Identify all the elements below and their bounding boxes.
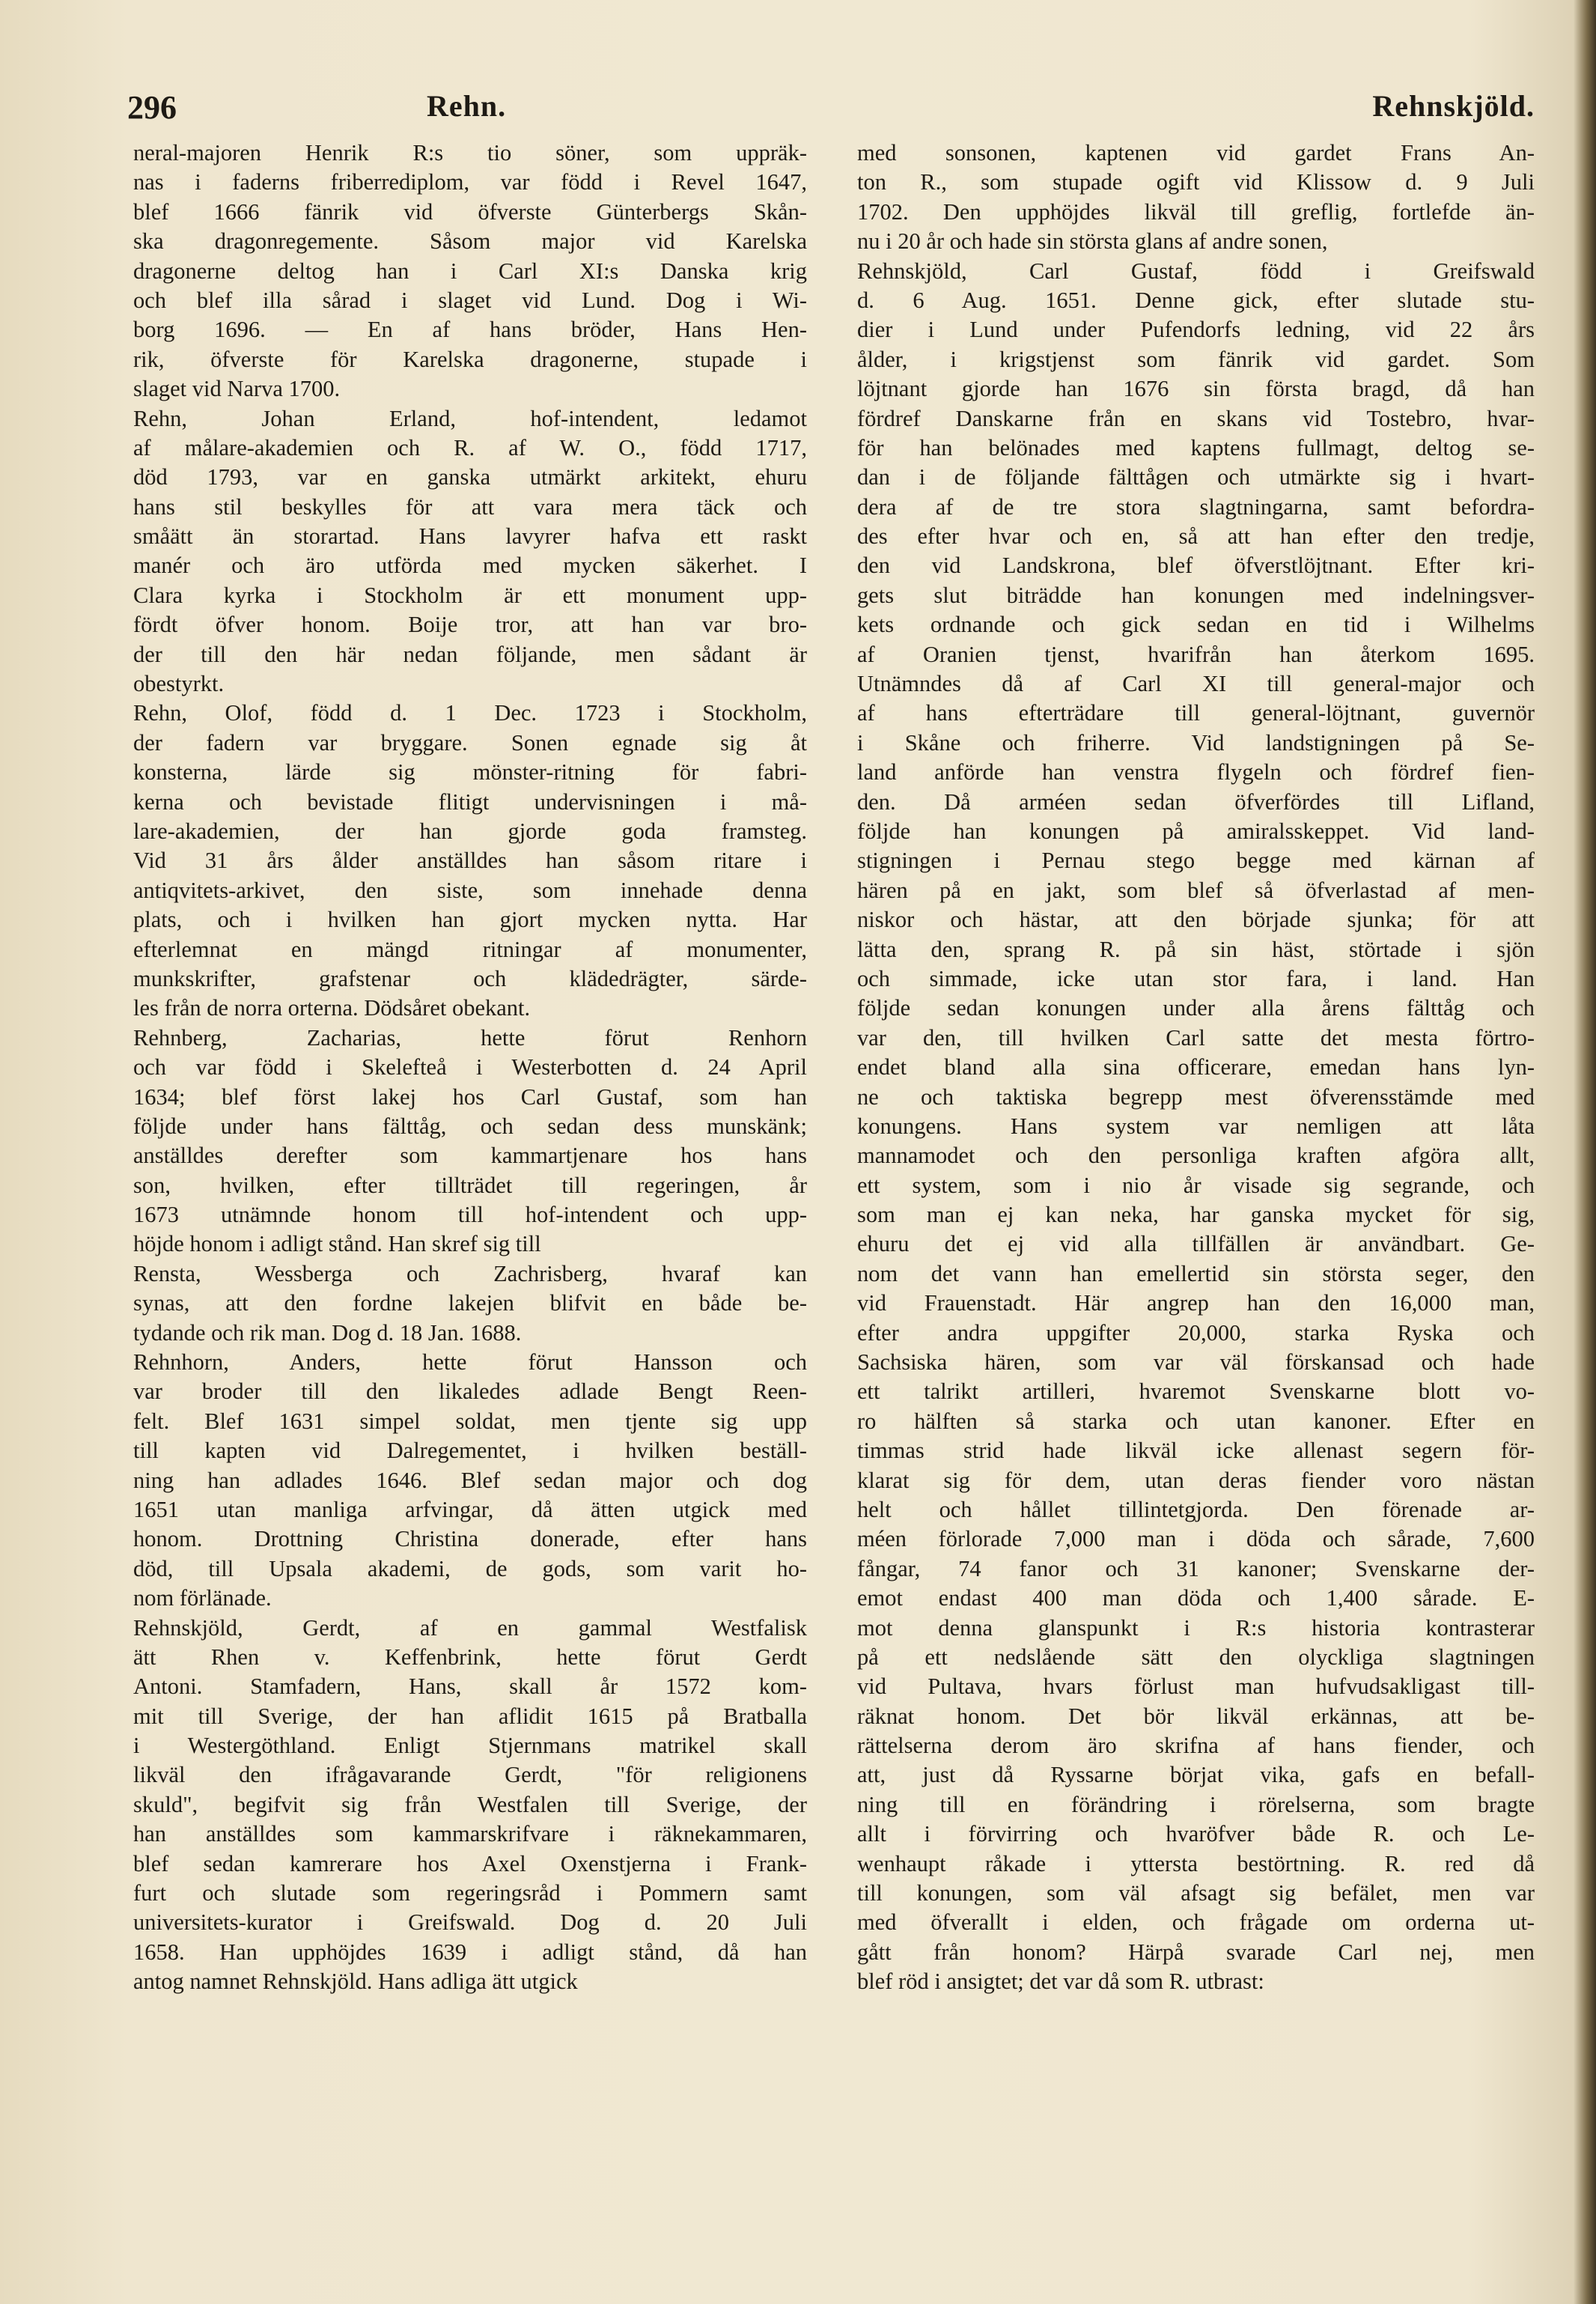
text-line: den vid Landskrona, blef öfverstlöjtnant. Efter kri-	[857, 553, 1535, 579]
text-line: ett talrikt artilleri, hvaremot Svenskarne blott vo-	[857, 1379, 1535, 1405]
text-line: furt och slutade som regeringsråd i Pommern samt	[133, 1880, 807, 1906]
text-line: rättelserna derom äro skrifna af hans fiender, och	[857, 1733, 1535, 1759]
text-line: honom. Drottning Christina donerade, efter hans	[133, 1526, 807, 1552]
text-line: rik, öfverste för Karelska dragonerne, stupade i	[133, 346, 807, 372]
text-line: som man ej kan neka, har ganska mycket för sig,	[857, 1202, 1535, 1228]
text-line: skuld", begifvit sig från Westfalen till Sverige, der	[133, 1791, 807, 1817]
text-line: son, hvilken, efter tillträdet till regeringen, år	[133, 1172, 807, 1198]
text-line: gets slut biträdde han konungen med indelningsver-	[857, 582, 1535, 608]
text-line: niskor och hästar, att den började sjunka; för att	[857, 907, 1535, 933]
text-line: konsterna, lärde sig mönster-ritning för fabri-	[133, 759, 807, 785]
text-line: mit till Sverige, der han aflidit 1615 på Bratballa	[133, 1703, 807, 1729]
text-line: helt och hållet tillintetgjorda. Den förenade ar-	[857, 1496, 1535, 1522]
text-line: han anställdes som kammarskrifvare i räknekammaren,	[133, 1821, 807, 1847]
text-line: d. 6 Aug. 1651. Denne gick, efter slutade stu-	[857, 287, 1535, 313]
text-line: mot denna glanspunkt i R:s historia kontrasterar	[857, 1614, 1535, 1641]
right-text-column	[857, 139, 1535, 1997]
text-line: och var född i Skelefteå i Westerbotten d. 24 April	[133, 1054, 807, 1080]
text-line: Rensta, Wessberga och Zachrisberg, hvaraf kan	[133, 1260, 807, 1286]
text-line: lätta den, sprang R. på sin häst, störtade i sjön	[857, 936, 1535, 962]
text-line: anställdes derefter som kammartjenare hos hans	[133, 1143, 807, 1169]
text-line: hans stil beskylles för att vara mera täck och	[133, 493, 807, 520]
text-line: af Oranien tjenst, hvarifrån han återkom 1695.	[857, 641, 1535, 667]
text-line: ne och taktiska begrepp mest öfverensstämde med	[857, 1083, 1535, 1110]
text-line: likväl den ifrågavarande Gerdt, "för religionens	[133, 1762, 807, 1788]
text-line: räknat honom. Det bör likväl erkännas, att be-	[857, 1703, 1535, 1729]
text-line: ett system, som i nio år visade sig segrande, och	[857, 1172, 1535, 1198]
text-line: på ett nedslående sätt den olyckliga slagtningen	[857, 1644, 1535, 1670]
text-line: Rehnskjöld, Carl Gustaf, född i Greifswald	[857, 258, 1535, 284]
text-line: emot endast 400 man döda och 1,400 sårade. E-	[857, 1585, 1535, 1611]
text-line: Rehnberg, Zacharias, hette förut Renhorn	[133, 1024, 807, 1051]
text-line: ning till en förändring i rörelserna, som bragte	[857, 1791, 1535, 1817]
text-line: Rehnskjöld, Gerdt, af en gammal Westfalisk	[133, 1614, 807, 1641]
left-text-column	[133, 139, 807, 1997]
text-line: till kapten vid Dalregementet, i hvilken beställ-	[133, 1438, 807, 1464]
text-line: i Skåne och friherre. Vid landstigningen på Se-	[857, 729, 1535, 756]
text-line: var broder till den likaledes adlade Bengt Reen-	[133, 1379, 807, 1405]
page-edge-shadow	[1574, 0, 1596, 2304]
text-line: manér och äro utförda med mycken säkerhet. I	[133, 553, 807, 579]
text-line: dragonerne deltog han i Carl XI:s Danska krig	[133, 258, 807, 284]
text-line: munkskrifter, grafstenar och klädedrägter, särde-	[133, 965, 807, 991]
text-line: vid Frauenstadt. Här angrep han den 16,000 man,	[857, 1290, 1535, 1316]
text-line: efter andra uppgifter 20,000, starka Ryska och	[857, 1319, 1535, 1346]
text-line: nom det vann han emellertid sin största seger, den	[857, 1260, 1535, 1286]
text-line: plats, och i hvilken han gjort mycken nytta. Har	[133, 907, 807, 933]
text-line: neral-majoren Henrik R:s tio söner, som uppräk-	[133, 140, 807, 165]
text-line: ning han adlades 1646. Blef sedan major och dog	[133, 1467, 807, 1493]
text-line: des efter hvar och en, så att han efter den tredje,	[857, 523, 1535, 550]
text-line: synas, att den fordne lakejen blifvit en både be-	[133, 1290, 807, 1316]
text-line: les från de norra orterna. Dödsåret obekant.	[133, 995, 531, 1021]
text-line: gått från honom? Härpå svarade Carl nej, men	[857, 1939, 1535, 1965]
text-line: universitets-kurator i Greifswald. Dog d. 20 Juli	[133, 1909, 807, 1936]
text-line: följde sedan konungen under alla årens fälttåg och	[857, 995, 1535, 1021]
text-line: ton R., som stupade ogift vid Klissow d. 9 Juli	[857, 169, 1535, 195]
text-line: ålder, i krigstjenst som fänrik vid gardet. Som	[857, 346, 1535, 372]
text-line: död, till Upsala akademi, de gods, som varit ho-	[133, 1555, 807, 1581]
text-line: nas i faderns friberrediplom, var född i Revel 1647,	[133, 169, 807, 195]
text-line: borg 1696. — En af hans bröder, Hans Hen-	[133, 317, 807, 343]
text-line: småätt än storartad. Hans lavyrer hafva ett raskt	[133, 523, 807, 550]
text-line: land anförde han venstra flygeln och fördref fien-	[857, 759, 1535, 785]
text-line: för han belönades med kaptens fullmagt, deltog se-	[857, 434, 1535, 461]
text-line: 1634; blef först lakej hos Carl Gustaf, som han	[133, 1083, 807, 1110]
text-line: obestyrkt.	[133, 671, 225, 697]
text-line: Clara kyrka i Stockholm är ett monument upp-	[133, 582, 807, 608]
text-line: löjtnant gjorde han 1676 sin första bragd, då han	[857, 376, 1535, 402]
text-line: der fadern var bryggare. Sonen egnade sig åt	[133, 729, 807, 756]
text-line: antog namnet Rehnskjöld. Hans adliga ätt utgick	[133, 1969, 578, 1995]
text-line: 1651 utan manliga arfvingar, då ätten utgick med	[133, 1496, 807, 1522]
text-line: tydande och rik man. Dog d. 18 Jan. 1688.	[133, 1319, 522, 1346]
text-line: af målare-akademien och R. af W. O., född 1717,	[133, 434, 807, 461]
text-line: nu i 20 år och hade sin största glans af andre sonen,	[857, 228, 1328, 255]
text-line: blef röd i ansigtet; det var då som R. utbrast:	[857, 1969, 1264, 1995]
text-line: och blef illa sårad i slaget vid Lund. Dog i Wi-	[133, 287, 807, 313]
text-line: 1702. Den upphöjdes likväl till greflig, fortlefde än-	[857, 198, 1535, 225]
text-line: fördref Danskarne från en skans vid Tostebro, hvar-	[857, 405, 1535, 431]
page-number: 296	[127, 89, 177, 126]
text-line: i Westergöthland. Enligt Stjernmans matrikel skall	[133, 1733, 807, 1759]
text-line: Antoni. Stamfadern, Hans, skall år 1572 kom-	[133, 1674, 807, 1700]
text-line: wenhaupt råkade i yttersta bestörtning. R. red då	[857, 1850, 1535, 1876]
text-line: allt i förvirring och hvaröfver både R. och Le-	[857, 1821, 1535, 1847]
text-line: dera af de tre stora slagtningarna, samt befordra-	[857, 493, 1535, 520]
text-line: nom förlänade.	[133, 1585, 272, 1611]
text-line: klarat sig för dem, utan deras fiender voro nästan	[857, 1467, 1535, 1493]
text-line: Utnämndes då af Carl XI till general-major och	[857, 671, 1535, 697]
text-line: Rehnhorn, Anders, hette förut Hansson och	[133, 1349, 807, 1376]
text-line: höjde honom i adligt stånd. Han skref sig till	[133, 1231, 541, 1257]
text-line: stigningen i Pernau stego begge med kärnan af	[857, 848, 1535, 874]
text-line: ro hälften så starka och utan kanoner. Efter en	[857, 1408, 1535, 1434]
text-line: af hans efterträdare till general-löjtnant, guvernör	[857, 700, 1535, 726]
text-line: dan i de följande fälttågen och utmärkte sig i hvart-	[857, 464, 1535, 490]
text-line: att, just då Ryssarne börjat vika, gafs en befall-	[857, 1762, 1535, 1788]
text-line: var den, till hvilken Carl satte det mesta förtro-	[857, 1024, 1535, 1051]
text-line: slaget vid Narva 1700.	[133, 376, 341, 402]
text-line: Vid 31 års ålder anställdes han såsom ritare i	[133, 848, 807, 874]
right-running-head: Rehnskjöld.	[1372, 89, 1535, 123]
text-line: följde han konungen på amiralsskeppet. Vid land-	[857, 818, 1535, 844]
text-line: kets ordnande och gick sedan en tid i Wilhelms	[857, 612, 1535, 638]
text-line: mannamodet och den personliga kraften afgöra allt,	[857, 1143, 1535, 1169]
text-line: blef 1666 fänrik vid öfverste Günterbergs Skån-	[133, 198, 807, 225]
text-line: timmas strid hade likväl icke allenast segern för-	[857, 1438, 1535, 1464]
text-line: kerna och bevistade flitigt undervisningen i må-	[133, 788, 807, 815]
text-line: Rehn, Olof, född d. 1 Dec. 1723 i Stockholm,	[133, 700, 807, 726]
text-line: konungens. Hans system var nemligen att låta	[857, 1113, 1535, 1139]
text-line: blef sedan kamrerare hos Axel Oxenstjerna i Frank-	[133, 1850, 807, 1876]
text-line: 1673 utnämnde honom till hof-intendent och upp-	[133, 1202, 807, 1228]
text-line: lare-akademien, der han gjorde goda framsteg.	[133, 818, 807, 844]
text-line: Rehn, Johan Erland, hof-intendent, ledamot	[133, 405, 807, 431]
text-line: med öfverallt i elden, och frågade om orderna ut-	[857, 1909, 1535, 1936]
text-line: dier i Lund under Pufendorfs ledning, vid 22 års	[857, 317, 1535, 343]
text-line: ätt Rhen v. Keffenbrink, hette förut Gerdt	[133, 1644, 807, 1670]
running-header	[127, 88, 1535, 141]
text-line: Sachsiska hären, som var väl förskansad och hade	[857, 1349, 1535, 1376]
text-line: 1658. Han upphöjdes 1639 i adligt stånd, då han	[133, 1939, 807, 1965]
text-line: till konungen, som väl afsagt sig befälet, men var	[857, 1880, 1535, 1906]
text-line: méen förlorade 7,000 man i döda och sårade, 7,600	[857, 1526, 1535, 1552]
text-line: hären på en jakt, som blef så öfverlastad af men-	[857, 877, 1535, 903]
text-line: den. Då arméen sedan öfverfördes till Lifland,	[857, 788, 1535, 815]
text-line: med sonsonen, kaptenen vid gardet Frans An-	[857, 140, 1535, 165]
text-line: endet bland alla sina officerare, emedan hans lyn-	[857, 1054, 1535, 1080]
left-running-head: Rehn.	[427, 89, 507, 123]
text-line: ska dragonregemente. Såsom major vid Karelska	[133, 228, 807, 255]
text-line: fångar, 74 fanor och 31 kanoner; Svenskarne der-	[857, 1555, 1535, 1581]
text-line: der till den här nedan följande, men sådant är	[133, 641, 807, 667]
text-line: vid Pultava, hvars förlust man hufvudsakligast till-	[857, 1674, 1535, 1700]
text-line: död 1793, var en ganska utmärkt arkitekt, ehuru	[133, 464, 807, 490]
text-line: antiqvitets-arkivet, den siste, som innehade denna	[133, 877, 807, 903]
text-line: fördt öfver honom. Boije tror, att han var bro-	[133, 612, 807, 638]
text-line: följde under hans fälttåg, och sedan dess munskänk;	[133, 1113, 807, 1139]
text-line: och simmade, icke utan stor fara, i land. Han	[857, 965, 1535, 991]
text-line: felt. Blef 1631 simpel soldat, men tjente sig upp	[133, 1408, 807, 1434]
text-line: efterlemnat en mängd ritningar af monumenter,	[133, 936, 807, 962]
text-line: ehuru det ej vid alla tillfällen är användbart. Ge-	[857, 1231, 1535, 1257]
